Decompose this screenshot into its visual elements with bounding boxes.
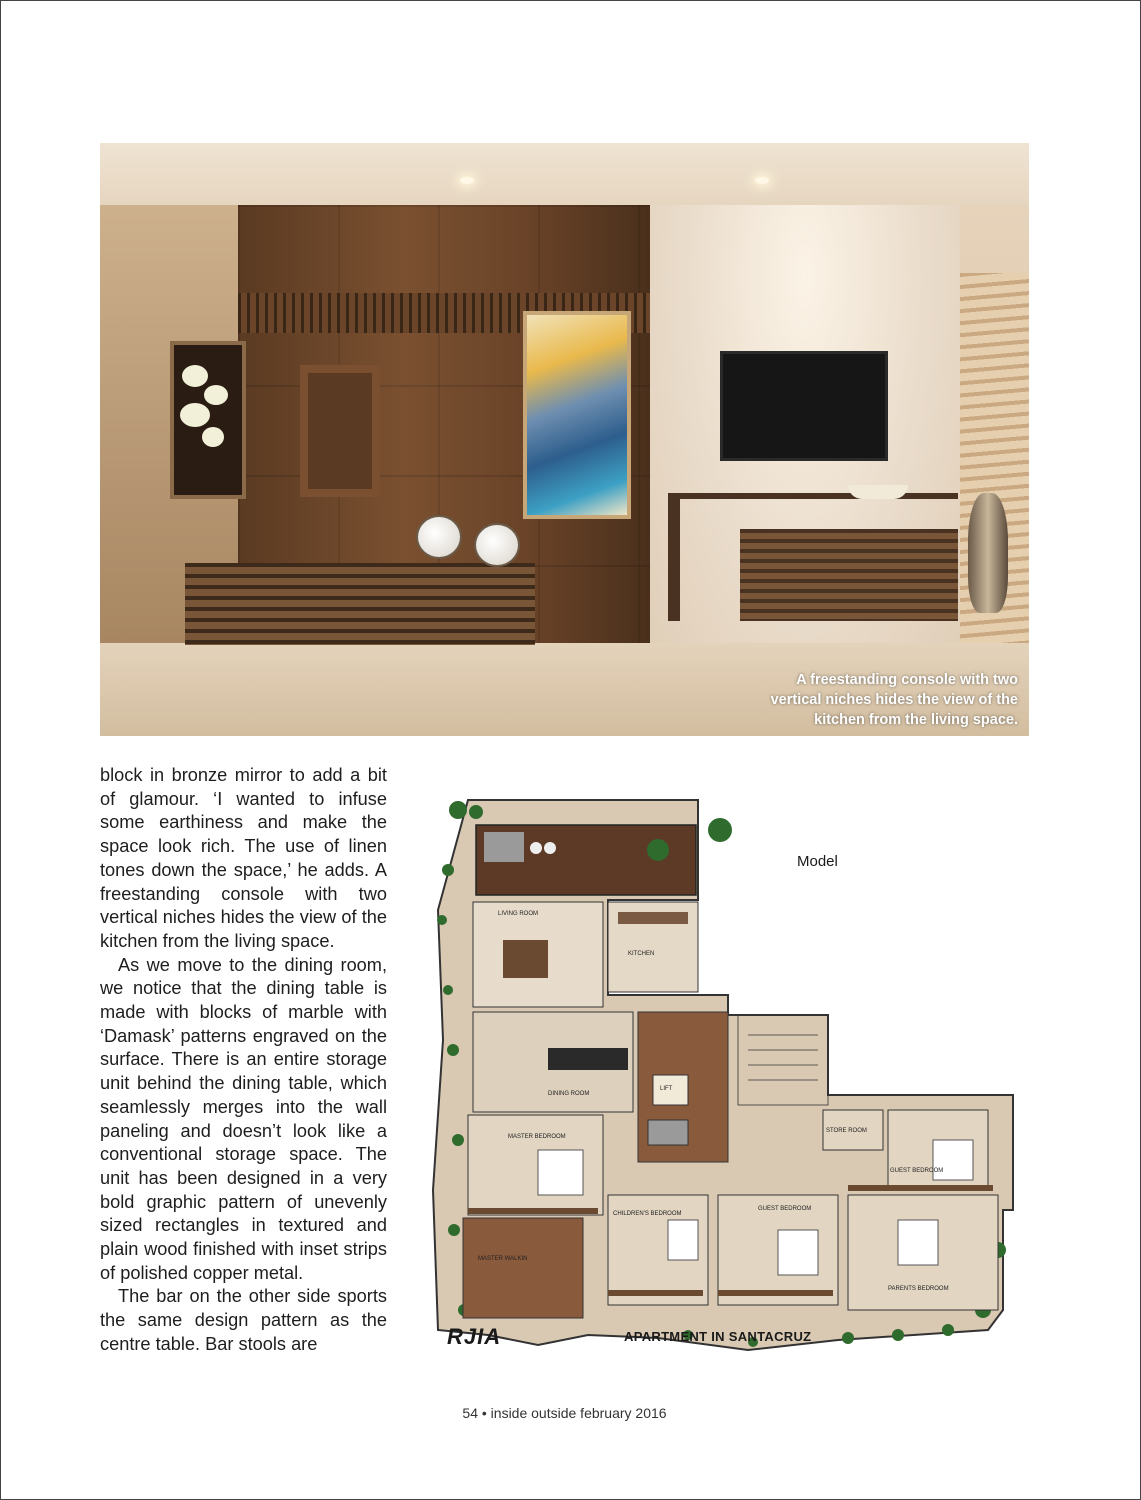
- abstract-painting: [523, 311, 631, 519]
- paragraph: As we move to the dining room, we notice that the dining table is made with blocks of marble with ‘Damask’ patterns engraved on the surface. There is an entire storage unit behind the dining table, which seamlessly merges into the wall paneling and doesn’t look like a conventional storage space. The unit has been designed in a very bold graphic pattern of unevenly sized rectangles in textured and plain wood finished with inset strips of polished copper metal.: [100, 954, 387, 1283]
- paragraph: The bar on the other side sports the same design pattern as the centre table. Bar stools are: [100, 1286, 387, 1354]
- living-room-photo: [100, 143, 1029, 736]
- article-body: [100, 764, 387, 1357]
- caption-line: vertical niches hides the view of the: [770, 692, 1018, 708]
- plan-model-label: Model: [797, 853, 838, 870]
- plan-label: LIVING ROOM: [498, 911, 539, 917]
- flower: [204, 385, 228, 405]
- vase: [968, 493, 1008, 613]
- low-console: [185, 563, 535, 645]
- downlight: [755, 177, 769, 184]
- plan-label: GUEST BEDROOM: [758, 1206, 812, 1212]
- ceiling: [100, 143, 1029, 205]
- bowl: [848, 485, 908, 499]
- caption-line: A freestanding console with two: [796, 672, 1018, 688]
- plan-label: KITCHEN: [628, 951, 655, 957]
- plan-label: CHILDREN'S BEDROOM: [613, 1211, 682, 1217]
- downlight: [460, 177, 474, 184]
- photo-caption: [771, 670, 1018, 730]
- flower: [182, 365, 208, 387]
- plan-label: GUEST BEDROOM: [890, 1168, 944, 1174]
- master-walkin: [463, 1218, 583, 1318]
- plan-label: DINING ROOM: [548, 1091, 590, 1097]
- striped-wall: [960, 273, 1029, 683]
- open-niche: [300, 365, 380, 497]
- tv-console: [668, 493, 958, 621]
- architect-logo: RJIA: [447, 1324, 502, 1349]
- plan-label: LIFT: [660, 1086, 673, 1092]
- plan-label: STORE ROOM: [826, 1128, 867, 1134]
- plan-label: MASTER BEDROOM: [508, 1134, 566, 1140]
- plan-title: APARTMENT IN SANTACRUZ: [624, 1329, 812, 1344]
- caption-line: kitchen from the living space.: [814, 712, 1018, 728]
- flower: [180, 403, 210, 427]
- lantern: [416, 515, 462, 559]
- plan-label: PARENTS BEDROOM: [888, 1286, 949, 1292]
- console-drawer: [740, 529, 958, 621]
- plant-niche: [170, 341, 246, 499]
- television: [720, 351, 888, 461]
- flower: [202, 427, 224, 447]
- folio: 54 • inside outside february 2016: [462, 1405, 667, 1421]
- console-leg: [668, 499, 680, 621]
- lantern: [474, 523, 520, 567]
- paragraph: block in bronze mirror to add a bit of glamour. ‘I wanted to infuse some earthiness and make the space look rich. The use of linen tones down the space,’ he adds. A freestanding console with two vertical niches hides the view of the kitchen from the living space.: [100, 765, 387, 951]
- page-footer: [0, 1405, 1141, 1421]
- floor-plan: [428, 790, 1030, 1370]
- plan-label: MASTER WALKIN: [478, 1256, 528, 1262]
